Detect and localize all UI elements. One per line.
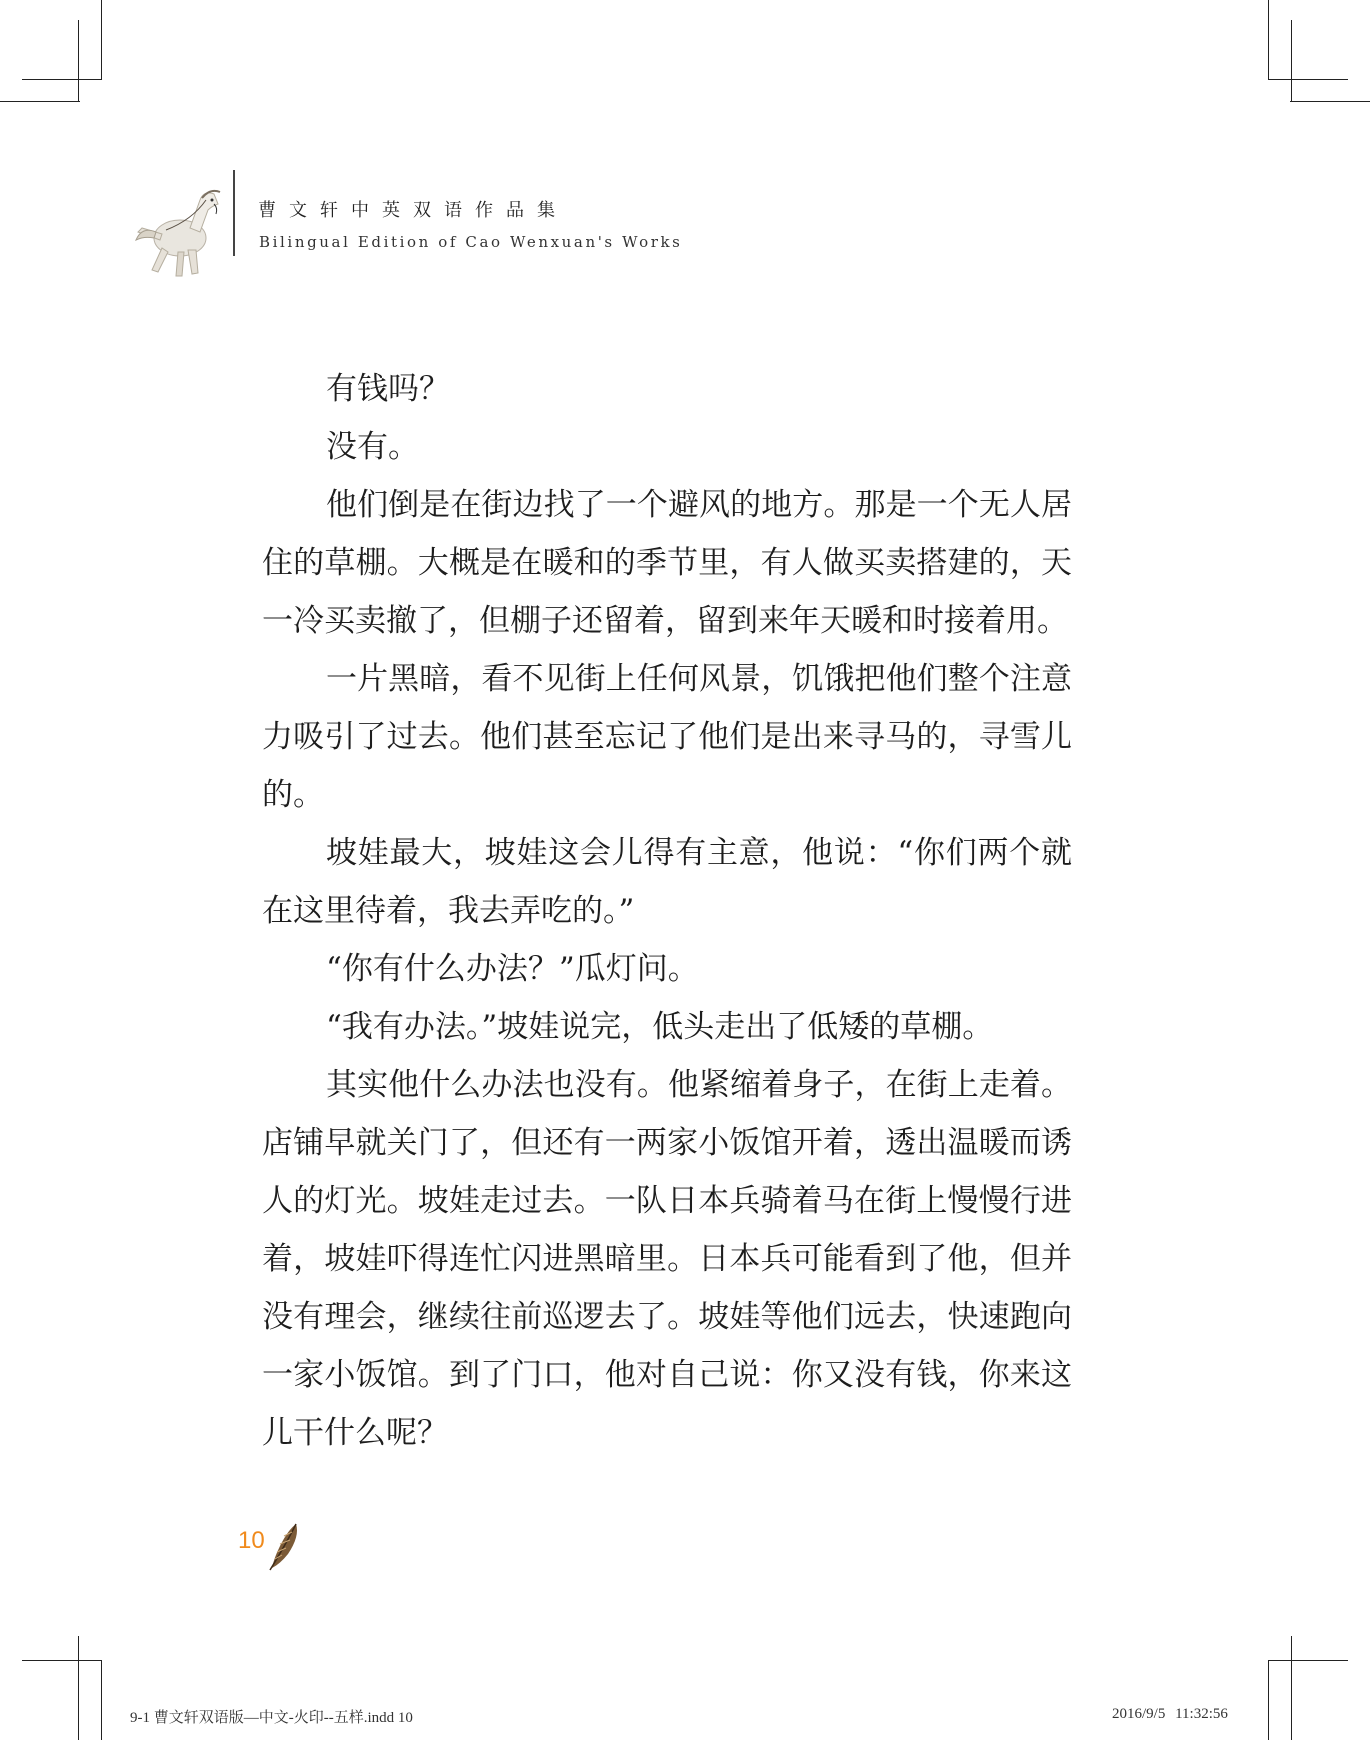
series-title-en: Bilingual Edition of Cao Wenxuan's Works: [259, 233, 683, 251]
paragraph: 坡娃最大，坡娃这会儿得有主意，他说：“你们两个就在这里待着，我去弄吃的。”: [262, 835, 1072, 929]
page-number: 10: [238, 1527, 265, 1554]
crop-mark-top-left-v: [101, 0, 102, 80]
paragraph: 他们倒是在街边找了一个避风的地方。那是一个无人居住的草棚。大概是在暖和的季节里，有人做买卖搭建的，天一冷买卖撤了，但棚子还留着，留到来年天暖和时接着用。: [262, 487, 1072, 639]
crop-mark-bottom-left-v: [78, 1636, 79, 1740]
white-horse-icon: [130, 170, 226, 280]
paragraph: 其实他什么办法也没有。他紧缩着身子，在街上走着。店铺早就关门了，但还有一两家小饭馆开着，透出温暖而诱人的灯光。坡娃走过去。一队日本兵骑着马在街上慢慢行进着，坡娃吓得连忙闪进黑暗里。日本兵可能看到了他，但并没有理会，继续往前巡逻去了。坡娃等他们远去，快速跑向一家小饭馆。到了门口，他对自己说：你又没有钱，你来这儿干什么呢？: [262, 1067, 1072, 1451]
crop-mark-top-right-h2: [1290, 101, 1370, 102]
crop-mark-bottom-right-v2: [1291, 1636, 1292, 1740]
paragraph: “我有办法。”坡娃说完，低头走出了低矮的草棚。: [326, 1009, 994, 1045]
crop-mark-bottom-left-h: [22, 1660, 102, 1661]
paragraph: 没有。: [326, 429, 419, 465]
crop-mark-top-left-v2: [78, 20, 79, 102]
crop-mark-top-left-h2: [0, 101, 80, 102]
timestamp: 2016/9/5 11:32:56: [1112, 1706, 1228, 1722]
crop-mark-bottom-left-v2: [101, 1660, 102, 1740]
body-text: [262, 360, 1072, 1462]
crop-mark-bottom-right-v: [1268, 1660, 1269, 1740]
paragraph: 有钱吗？: [326, 371, 450, 407]
file-info: 9-1 曹文轩双语版—中文-火印--五样.indd 10: [130, 1710, 413, 1726]
header-divider: [233, 170, 235, 256]
crop-mark-bottom-right-h: [1268, 1660, 1348, 1661]
crop-mark-top-right-v2: [1291, 20, 1292, 102]
paragraph: “你有什么办法？”瓜灯问。: [326, 951, 699, 987]
crop-mark-top-left-h: [22, 79, 102, 80]
crop-mark-top-right-h: [1268, 79, 1348, 80]
feather-icon: [266, 1522, 300, 1572]
series-title-cn: 曹文轩中英双语作品集: [258, 200, 568, 221]
crop-mark-top-right-v: [1268, 0, 1269, 80]
paragraph: 一片黑暗，看不见街上任何风景，饥饿把他们整个注意力吸引了过去。他们甚至忘记了他们是出来寻马的，寻雪儿的。: [262, 661, 1072, 813]
